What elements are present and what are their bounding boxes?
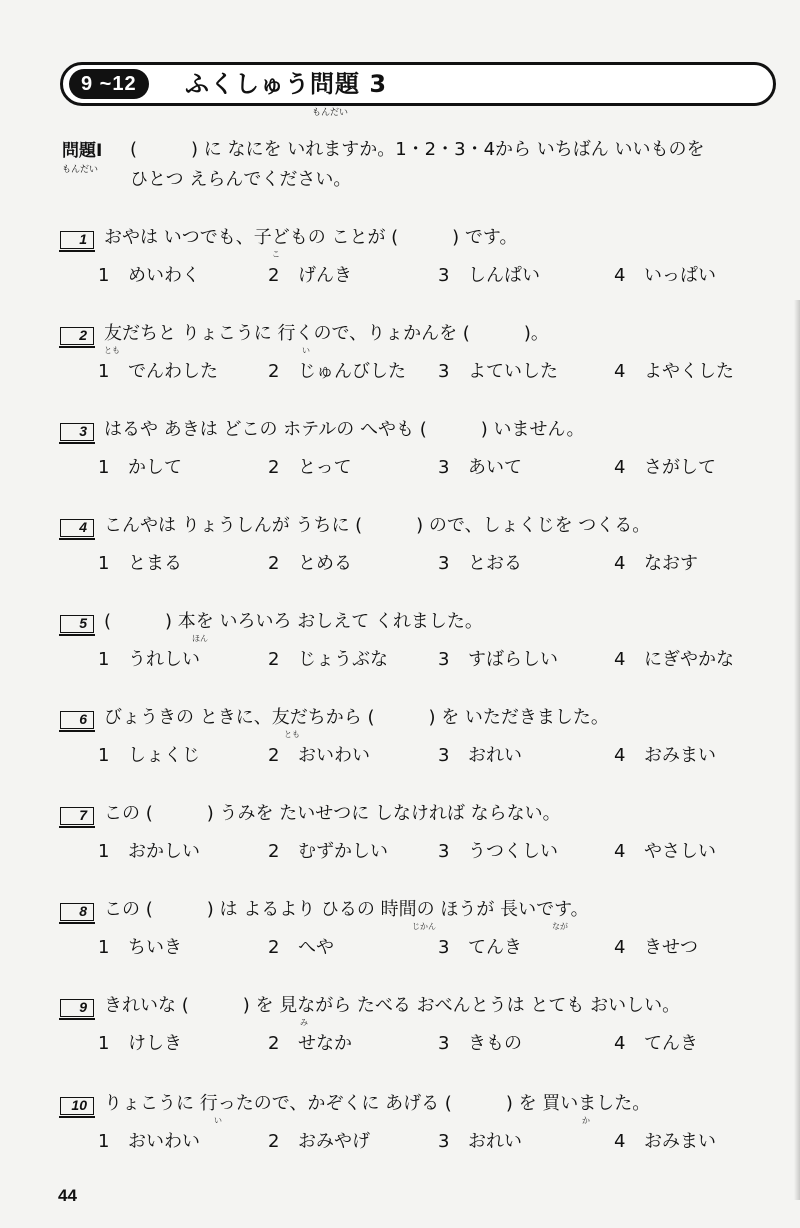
option-number: 2 [268,649,280,670]
option-number: 4 [614,457,626,478]
answer-option-4[interactable] [614,456,716,480]
question-1 [60,228,760,298]
answer-option-4[interactable] [614,264,716,288]
option-text: へや [298,937,334,958]
page-number: 44 [58,1186,77,1205]
option-text: うれしい [128,649,200,670]
option-number: 1 [98,937,110,958]
instruction-line-2: ひとつ えらんでください。 [130,169,352,190]
answer-option-4[interactable] [614,648,734,672]
question-text: りょこうに 行ったので、かぞくに あげる ( ) を 買いました。 [104,1093,651,1114]
option-text: きせつ [644,937,698,958]
question-text: びょうきの ときに、友だちから ( ) を いただきました。 [104,707,609,728]
option-text: おれい [468,1131,522,1152]
option-text: とおる [468,553,522,574]
option-number: 1 [98,457,110,478]
option-number: 1 [98,745,110,766]
answer-option-3[interactable] [438,552,522,576]
answer-option-1[interactable] [98,648,200,672]
option-text: にぎやかな [644,649,734,670]
option-text: かして [128,457,182,478]
question-number-box: 10 [60,1097,94,1115]
question-number-box: 9 [60,999,94,1017]
option-number: 2 [268,265,280,286]
answer-option-3[interactable] [438,648,558,672]
instruction-label-furigana: もんだい [62,165,99,175]
title-furigana: もんだい [312,108,349,118]
option-number: 1 [98,841,110,862]
option-text: おみまい [644,745,716,766]
answer-option-1[interactable] [98,744,200,768]
option-text: むずかしい [298,841,388,862]
answer-option-4[interactable] [614,1130,716,1154]
answer-option-3[interactable] [438,936,522,960]
answer-option-2[interactable] [268,552,352,576]
option-number: 3 [438,745,450,766]
question-text: ( ) 本を いろいろ おしえて くれました。 [104,611,483,632]
option-number: 4 [614,1033,626,1054]
option-number: 4 [614,937,626,958]
question-4 [60,516,760,586]
option-number: 4 [614,361,626,382]
option-number: 4 [614,1131,626,1152]
option-text: さがして [644,457,716,478]
answer-option-4[interactable] [614,744,716,768]
option-text: よやくした [644,361,734,382]
question-5 [60,612,760,682]
answer-option-2[interactable] [268,1032,352,1056]
option-number: 2 [268,1131,280,1152]
question-text: はるや あきは どこの ホテルの へやも ( ) いません。 [104,419,585,440]
furigana: とも [284,730,300,739]
answer-option-4[interactable] [614,936,698,960]
option-number: 3 [438,553,450,574]
option-number: 4 [614,553,626,574]
question-text: きれいな ( ) を 見ながら たべる おべんとうは とても おいしい。 [104,995,681,1016]
question-text: この ( ) は よるより ひるの 時間の ほうが 長いです。 [104,899,589,920]
question-9 [60,996,760,1066]
option-number: 4 [614,745,626,766]
answer-option-1[interactable] [98,456,182,480]
option-number: 2 [268,457,280,478]
answer-option-3[interactable] [438,744,522,768]
option-text: おみやげ [298,1131,370,1152]
answer-option-2[interactable] [268,1130,370,1154]
page-title: ふくしゅう問題 3 [185,70,388,98]
answer-option-1[interactable] [98,936,182,960]
option-number: 3 [438,1033,450,1054]
question-6 [60,708,760,778]
section-banner [60,62,776,106]
option-number: 3 [438,265,450,286]
option-number: 2 [268,841,280,862]
option-text: あいて [468,457,522,478]
option-number: 2 [268,937,280,958]
option-number: 3 [438,361,450,382]
furigana: とも [104,346,120,355]
furigana: か [582,1116,590,1125]
option-text: おかしい [128,841,200,862]
option-number: 4 [614,649,626,670]
option-number: 1 [98,553,110,574]
option-number: 3 [438,937,450,958]
option-text: てんき [468,937,522,958]
furigana: じかん [412,922,436,931]
option-number: 2 [268,553,280,574]
answer-option-2[interactable] [268,360,406,384]
answer-option-3[interactable] [438,1032,522,1056]
question-number-box: 1 [60,231,94,249]
option-number: 2 [268,745,280,766]
answer-option-1[interactable] [98,360,218,384]
question-number-box: 4 [60,519,94,537]
answer-option-3[interactable] [438,840,558,864]
question-number-box: 2 [60,327,94,345]
option-number: 3 [438,1131,450,1152]
option-text: じゅんびした [298,361,406,382]
option-text: きもの [468,1033,522,1054]
answer-option-2[interactable] [268,936,334,960]
option-text: じょうぶな [298,649,388,670]
instruction-line-1: ( ) に なにを いれますか。1・2・3・4から いちばん いいものを [130,139,705,160]
question-number-box: 3 [60,423,94,441]
option-text: いっぱい [644,265,716,286]
answer-option-3[interactable] [438,1130,522,1154]
question-2 [60,324,760,394]
option-number: 3 [438,841,450,862]
option-text: うつくしい [468,841,558,862]
answer-option-2[interactable] [268,264,352,288]
lesson-range-tag: 9 ~12 [69,69,149,99]
answer-option-2[interactable] [268,456,352,480]
option-text: でんわした [128,361,218,382]
answer-option-2[interactable] [268,840,388,864]
question-10 [60,1094,760,1164]
option-text: すばらしい [468,649,558,670]
answer-option-4[interactable] [614,840,716,864]
option-text: とまる [128,553,182,574]
option-number: 1 [98,265,110,286]
answer-option-1[interactable] [98,1032,182,1056]
answer-option-3[interactable] [438,456,522,480]
option-number: 1 [98,361,110,382]
option-text: めいわく [128,265,200,286]
question-number-box: 7 [60,807,94,825]
option-text: なおす [644,553,698,574]
option-text: おいわい [128,1131,200,1152]
option-number: 1 [98,1033,110,1054]
page-edge-shadow [794,300,800,1200]
option-text: とって [298,457,352,478]
option-number: 3 [438,457,450,478]
option-number: 1 [98,649,110,670]
option-text: とめる [298,553,352,574]
option-text: おれい [468,745,522,766]
question-text: おやは いつでも、子どもの ことが ( ) です。 [104,227,518,248]
question-text: こんやは りょうしんが うちに ( ) ので、しょくじを つくる。 [104,515,651,536]
answer-option-4[interactable] [614,360,734,384]
question-3 [60,420,760,490]
answer-option-3[interactable] [438,264,540,288]
option-text: しんぱい [468,265,540,286]
furigana: なが [552,922,568,931]
answer-option-1[interactable] [98,1130,200,1154]
option-number: 3 [438,649,450,670]
answer-option-1[interactable] [98,840,200,864]
question-8 [60,900,760,970]
question-text: この ( ) うみを たいせつに しなければ ならない。 [104,803,561,824]
answer-option-4[interactable] [614,552,698,576]
option-text: げんき [298,265,352,286]
question-number-box: 5 [60,615,94,633]
option-text: よていした [468,361,558,382]
answer-option-2[interactable] [268,648,388,672]
furigana: み [300,1018,308,1027]
answer-option-3[interactable] [438,360,558,384]
option-text: せなか [298,1033,352,1054]
instruction-label: 問題I [62,141,103,161]
option-number: 2 [268,1033,280,1054]
question-7 [60,804,760,874]
option-text: けしき [128,1033,182,1054]
option-text: てんき [644,1033,698,1054]
answer-option-2[interactable] [268,744,370,768]
option-text: やさしい [644,841,716,862]
option-number: 1 [98,1131,110,1152]
furigana: い [302,346,310,355]
question-number-box: 6 [60,711,94,729]
question-number-box: 8 [60,903,94,921]
option-text: ちいき [128,937,182,958]
option-number: 4 [614,841,626,862]
option-text: しょくじ [128,745,200,766]
answer-option-1[interactable] [98,264,200,288]
option-number: 4 [614,265,626,286]
question-text: 友だちと りょこうに 行くので、りょかんを ( )。 [104,323,549,344]
option-number: 2 [268,361,280,382]
option-text: おいわい [298,745,370,766]
answer-option-4[interactable] [614,1032,698,1056]
furigana: こ [272,250,280,259]
furigana: ほん [192,634,208,643]
answer-option-1[interactable] [98,552,182,576]
option-text: おみまい [644,1131,716,1152]
furigana: い [214,1116,222,1125]
